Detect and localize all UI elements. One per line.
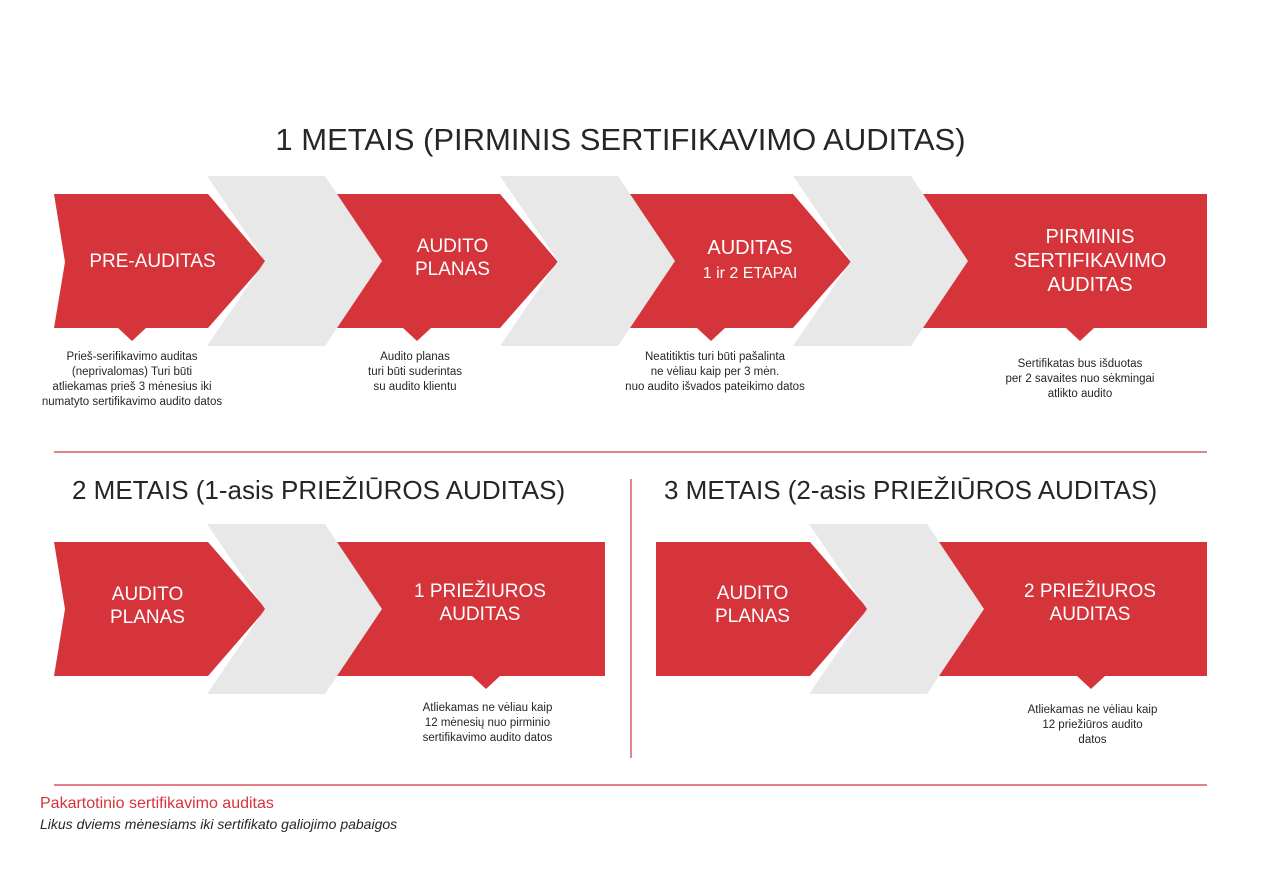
pointer-1 xyxy=(118,328,146,341)
y3-note-line-2: 12 priežiūros audito xyxy=(1042,718,1143,731)
y2-step-label-2-line-1: 1 PRIEŽIUROS xyxy=(414,581,546,602)
step-label-4-line-2: SERTIFIKAVIMO xyxy=(1013,250,1167,272)
y3-step-label-1-line-2: PLANAS xyxy=(715,605,790,627)
note-2-line-2: turi būti suderintas xyxy=(368,365,462,378)
footer-title: Pakartotinio sertifikavimo auditas xyxy=(40,795,274,812)
y2-step-label-1-line-1: AUDITO xyxy=(111,584,184,605)
note-audito-planas xyxy=(345,350,485,395)
note-2-line-1: Audito planas xyxy=(380,351,450,363)
note-3-line-1: Neatitiktis turi būti pašalinta xyxy=(645,351,785,363)
pointer-3 xyxy=(697,328,725,341)
y3-step-label-1 xyxy=(675,583,830,629)
note-1-line-3: atliekamas prieš 3 mėnesius iki xyxy=(52,380,212,393)
y2-step-label-2-line-2: AUDITAS xyxy=(439,603,521,625)
step-label-1 xyxy=(70,251,235,274)
y2-note-line-3: sertifikavimo audito datos xyxy=(422,731,553,744)
y2-note-line-2: 12 mėnesių nuo pirminio xyxy=(424,716,551,729)
note-3-line-2: ne vėliau kaip per 3 mėn. xyxy=(650,365,780,378)
step-label-3-line-1: AUDITAS xyxy=(707,237,793,259)
step-label-2 xyxy=(375,236,530,282)
step-label-2-line-1: AUDITO xyxy=(416,236,489,257)
note-2-line-3: su audito klientu xyxy=(373,380,457,393)
y2-note-line-1: Atliekamas ne vėliau kaip xyxy=(422,702,553,714)
step-label-4 xyxy=(985,225,1195,297)
y3-note xyxy=(1005,703,1180,748)
note-1-line-1: Prieš-serifikavimo auditas xyxy=(66,351,198,363)
y3-step-label-2-line-1: 2 PRIEŽIUROS xyxy=(1024,581,1156,602)
note-4-line-1: Sertifikatas bus išduotas xyxy=(1017,358,1143,370)
y3-note-line-1: Atliekamas ne vėliau kaip xyxy=(1027,704,1158,716)
note-pre-auditas xyxy=(32,350,232,410)
footer-subtitle: Likus dviems mėnesiams iki sertifikato galiojimo pabaigos xyxy=(40,816,398,832)
y2-step-label-2 xyxy=(395,581,565,627)
note-1-line-4: numatyto sertifikavimo audito datos xyxy=(41,395,223,408)
y3-step-label-2-line-2: AUDITAS xyxy=(1049,603,1131,625)
note-1-line-2: (neprivalomas) Turi būti xyxy=(71,365,193,378)
year2-title: 2 METAIS (1-asis PRIEŽIŪROS AUDITAS) xyxy=(72,475,566,505)
year1-title: 1 METAIS (PIRMINIS SERTIFIKAVIMO AUDITAS) xyxy=(275,122,966,157)
y2-note xyxy=(400,701,575,746)
note-3-line-3: nuo audito išvados pateikimo datos xyxy=(625,380,805,393)
step-label-2-line-2: PLANAS xyxy=(415,258,490,280)
y2-step-label-1 xyxy=(70,584,225,630)
y3-step-label-2 xyxy=(1005,581,1175,627)
y2-step-label-1-line-2: PLANAS xyxy=(110,606,185,628)
note-auditas xyxy=(610,350,820,395)
step-label-1-line-1: PRE-AUDITAS xyxy=(89,251,216,272)
pointer-4 xyxy=(1066,328,1094,341)
note-pirminis xyxy=(985,357,1175,402)
y3-step-label-1-line-1: AUDITO xyxy=(716,583,789,604)
note-4-line-3: atlikto audito xyxy=(1047,387,1113,400)
step-label-3-sub: 1 ir 2 ETAPAI xyxy=(702,264,798,282)
note-4-line-2: per 2 savaites nuo sėkmingai xyxy=(1005,372,1155,385)
pointer-2 xyxy=(403,328,431,341)
year3-title: 3 METAIS (2-asis PRIEŽIŪROS AUDITAS) xyxy=(664,475,1158,505)
y2-pointer xyxy=(472,676,500,689)
step-label-3 xyxy=(665,236,835,283)
step-label-4-line-1: PIRMINIS xyxy=(1045,226,1135,248)
y3-note-line-3: datos xyxy=(1078,733,1107,746)
step-label-4-line-3: AUDITAS xyxy=(1047,274,1133,296)
y3-pointer xyxy=(1077,676,1105,689)
